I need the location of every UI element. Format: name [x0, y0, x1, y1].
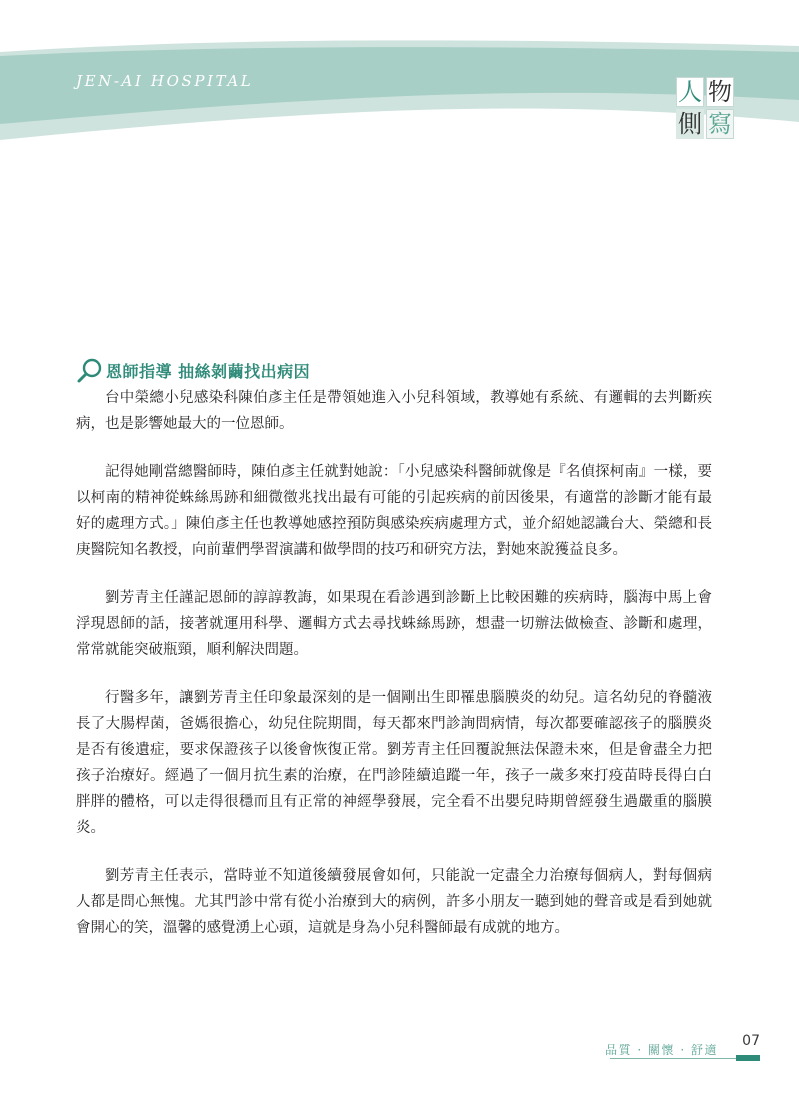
badge-char-bottom-right: 寫	[708, 110, 732, 138]
page-number: 07	[742, 1033, 760, 1049]
section-badge	[676, 77, 734, 139]
hospital-brand: JEN-AI HOSPITAL	[76, 72, 254, 90]
section-title: 恩師指導 抽絲剝繭找出病因	[106, 361, 311, 381]
article-paragraph: 劉芳青主任謹記恩師的諄諄教誨，如果現在看診遇到診斷上比較困難的疾病時，腦海中馬上會浮現恩師的話，接著就運用科學、邏輯方式去尋找蛛絲馬跡，想盡一切辦法做檢查、診斷和處理，常常就能突破瓶頸，順利解決問題。	[76, 590, 712, 658]
article-body	[76, 385, 712, 963]
article-paragraph: 行醫多年，讓劉芳青主任印象最深刻的是一個剛出生即罹患腦膜炎的幼兒。這名幼兒的脊髓液長了大腸桿菌，爸媽很擔心，幼兒住院期間，每天都來門診詢問病情，每次都要確認孩子的腦膜炎是否有後遺症，要求保證孩子以後會恢復正常。劉芳青主任回覆說無法保證未來，但是會盡全力把孩子治療好。經過了一個月抗生素的治療，在門診陸續追蹤一年，孩子一歲多來打疫苗時長得白白胖胖的體格，可以走得很穩而且有正常的神經學發展，完全看不出嬰兒時期曾經發生過嚴重的腦膜炎。	[76, 690, 712, 836]
badge-char-top-right: 物	[708, 78, 732, 106]
badge-char-top-left: 人	[678, 78, 702, 106]
footer-motto: 品質 · 關懷 · 舒適	[605, 1043, 718, 1057]
footer-accent-mark	[736, 1055, 760, 1061]
article-paragraph: 台中榮總小兒感染科陳伯彥主任是帶領她進入小兒科領域，教導她有系統、有邏輯的去判斷疾病，也是影響她最大的一位恩師。	[76, 390, 712, 432]
article-paragraph: 劉芳青主任表示，當時並不知道後續發展會如何，只能說一定盡全力治療每個病人，對每個病人都是問心無愧。尤其門診中常有從小治療到大的病例，許多小朋友一聽到她的聲音或是看到她就會開心的笑，溫馨的感覺湧上心頭，這就是身為小兒科醫師最有成就的地方。	[76, 868, 712, 936]
page-footer	[605, 1033, 760, 1063]
section-heading	[76, 357, 310, 383]
search-icon	[76, 357, 104, 383]
badge-char-bottom-left: 側	[678, 110, 702, 138]
article-paragraph: 記得她剛當總醫師時，陳伯彥主任就對她說：「小兒感染科醫師就像是『名偵探柯南』一樣，要以柯南的精神從蛛絲馬跡和細微徵兆找出最有可能的引起疾病的前因後果，有適當的診斷才能有最好的處理方式。」陳伯彥主任也教導她感控預防與感染疾病處理方式，並介紹她認識台大、榮總和長庚醫院知名教授，向前輩們學習演講和做學問的技巧和研究方法，對她來說獲益良多。	[76, 464, 712, 558]
